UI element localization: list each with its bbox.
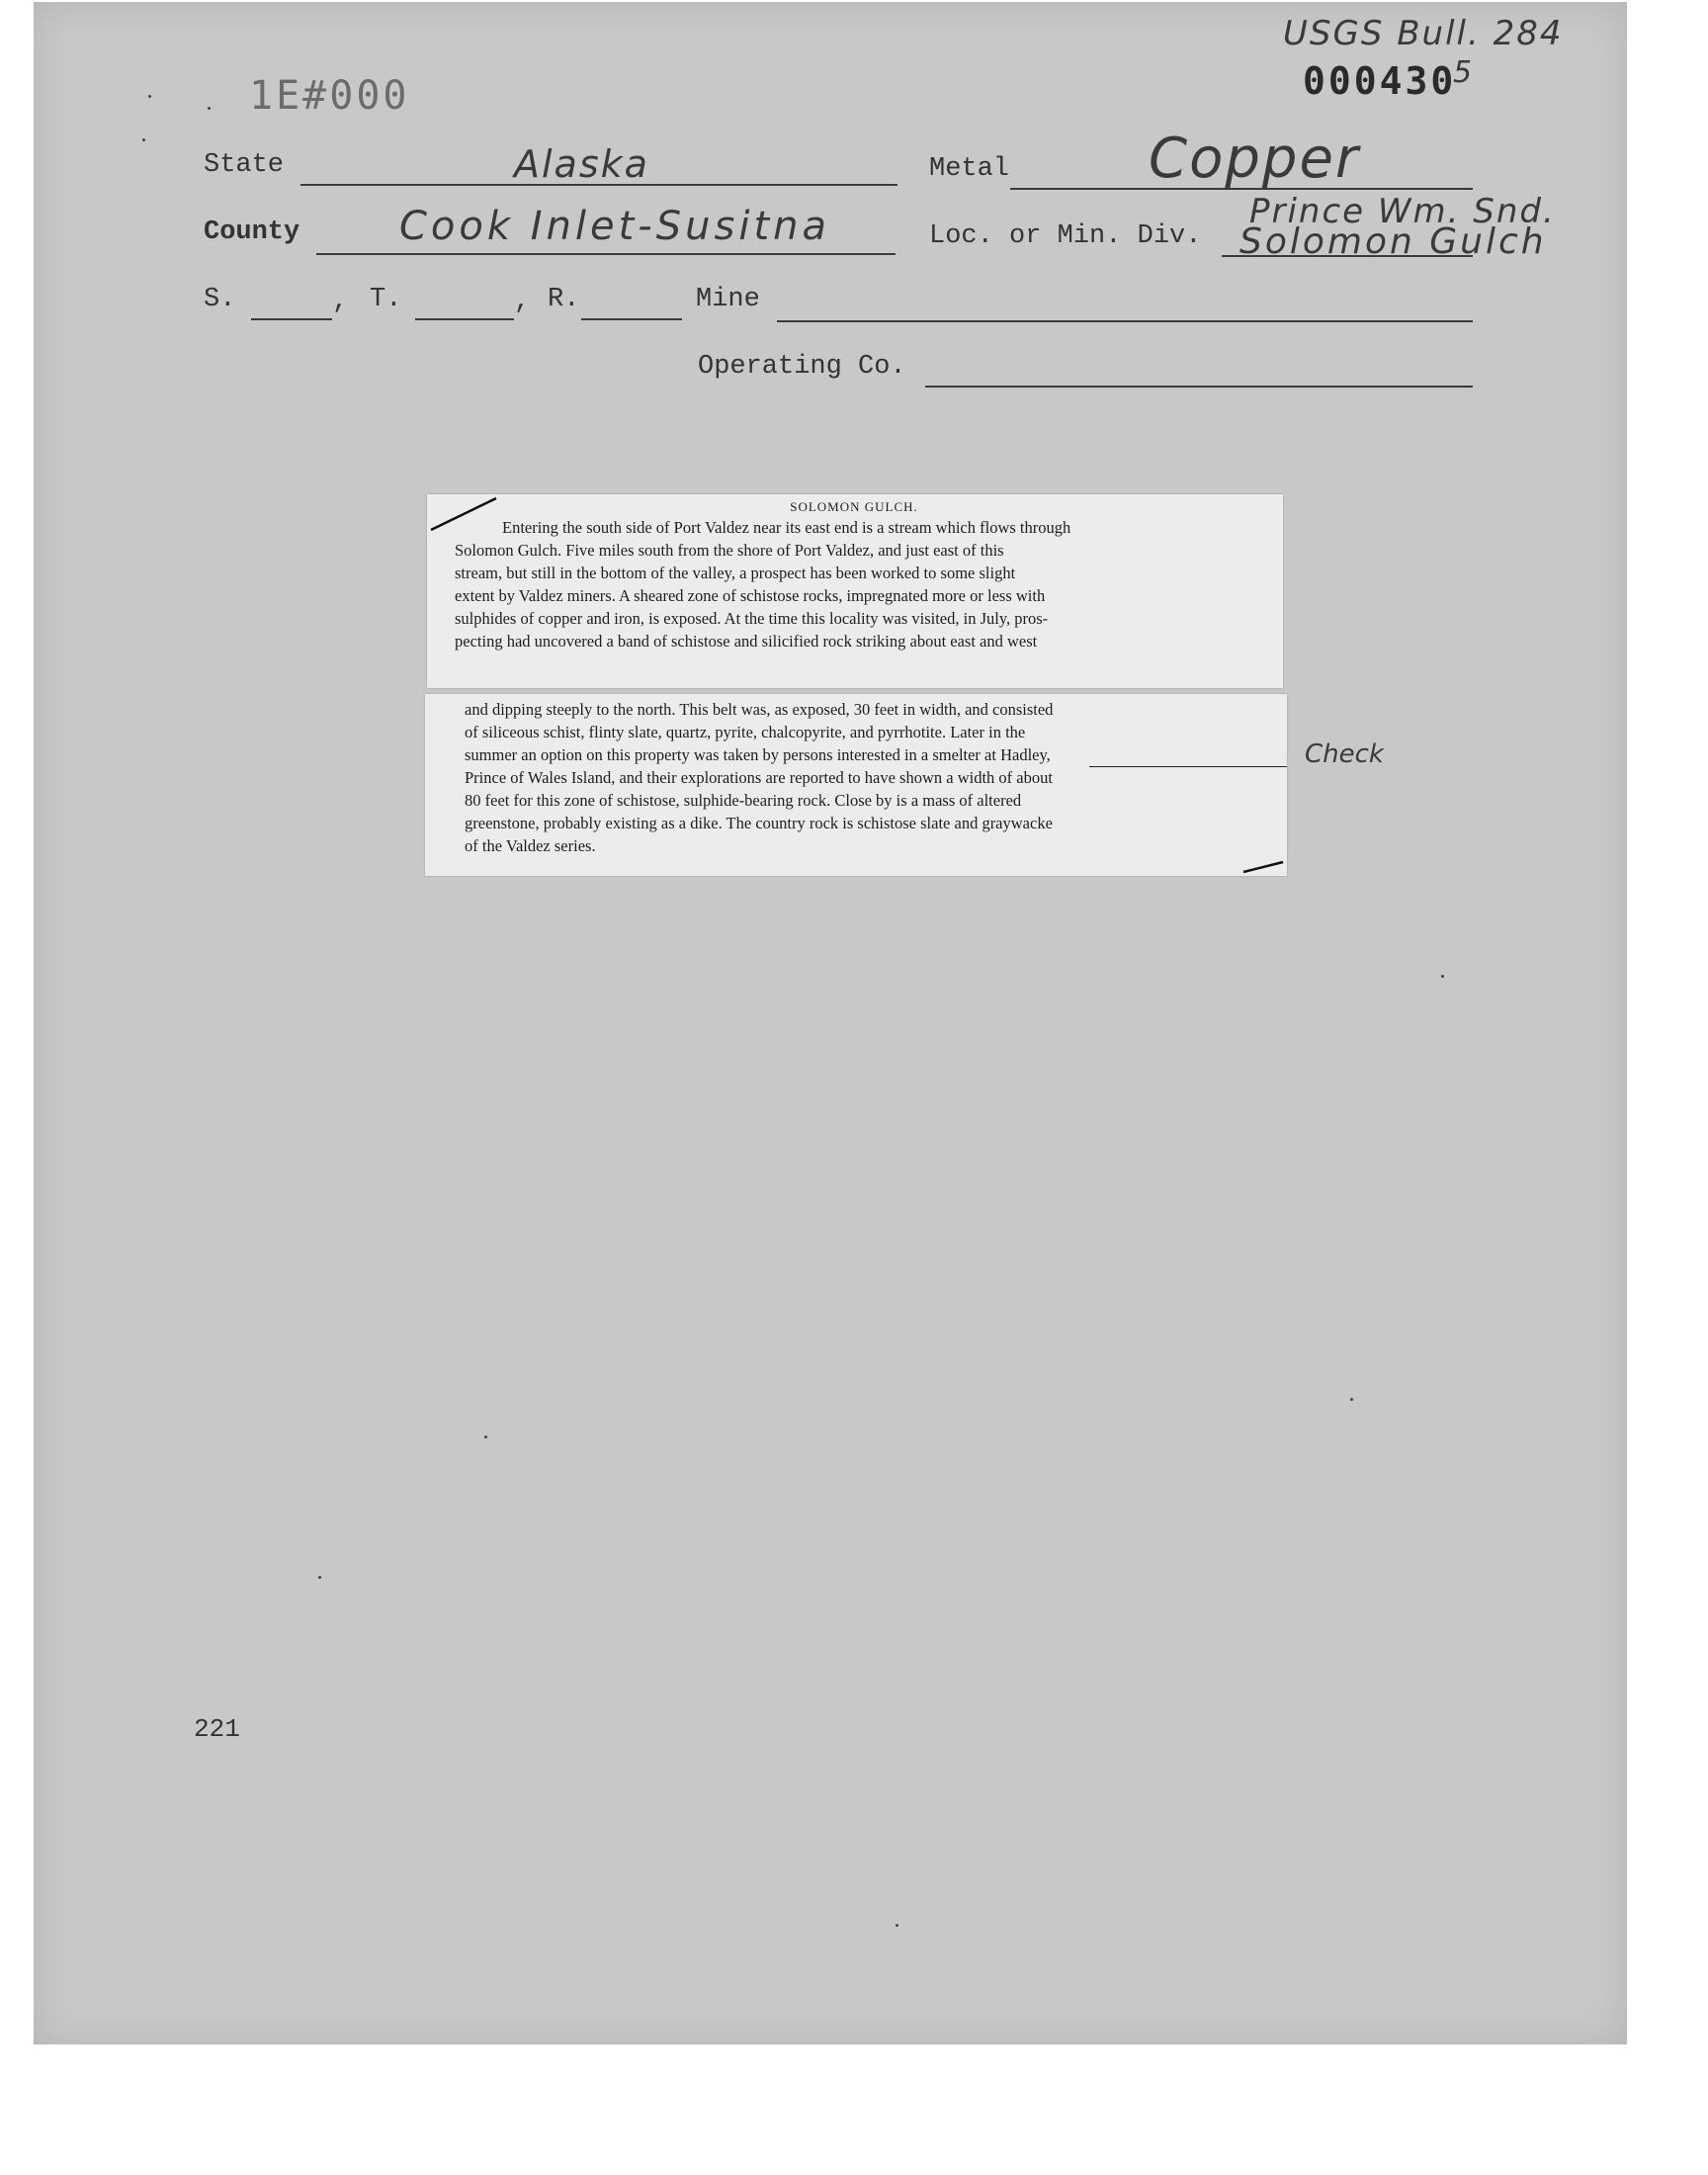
clipping-part1 [427, 494, 1283, 688]
township-label: T. [370, 285, 402, 314]
stamp-right-overwrite: 5 [1453, 55, 1473, 90]
scan-speck [484, 1436, 487, 1438]
county-label: County [204, 218, 300, 247]
mine-underline [777, 320, 1473, 322]
clipping-line: greenstone, probably existing as a dike. The country rock is schistose slate and graywacke [465, 814, 1053, 832]
township-underline [415, 318, 514, 320]
township-comma: , [514, 287, 531, 316]
metal-value: Copper [1149, 127, 1360, 191]
county-underline [316, 253, 896, 255]
clipping-line: extent by Valdez miners. A sheared zone of schistose rocks, impregnated more or less with [455, 586, 1046, 605]
loc-label: Loc. or Min. Div. [929, 221, 1202, 251]
scan-speck [208, 107, 211, 110]
scan-speck [1350, 1398, 1353, 1401]
range-label: R. [548, 285, 580, 314]
section-comma: , [332, 287, 349, 316]
clipping-line: of siliceous schist, flinty slate, quartz, pyrite, chalcopyrite, and pyrrhotite. Later in the [465, 723, 1026, 741]
section-underline [251, 318, 332, 320]
card-sheet [34, 2, 1627, 2044]
clipping-line: of the Valdez series. [465, 836, 596, 855]
clipping-line: Solomon Gulch. Five miles south from the shore of Port Valdez, and just east of this [455, 541, 1004, 560]
mine-label: Mine [696, 285, 760, 314]
clipping-line: stream, but still in the bottom of the valley, a prospect has been worked to some slight [455, 564, 1016, 582]
page-number: 221 [194, 1714, 240, 1744]
loc-value-line2: Solomon Gulch [1239, 221, 1547, 262]
loc-value-line1: Prince Wm. Snd. [1249, 192, 1556, 231]
state-label: State [204, 150, 285, 180]
metal-label: Metal [929, 154, 1010, 184]
scan-speck [1441, 975, 1444, 978]
margin-check-note: Check [1305, 740, 1384, 769]
stamp-left: 1E#000 [249, 73, 410, 119]
state-value: Alaska [514, 142, 649, 186]
clipping-title: SOLOMON GULCH. [790, 499, 918, 514]
clipping-line: 80 feet for this zone of schistose, sulphide-bearing rock. Close by is a mass of altered [465, 791, 1022, 810]
corner-mark-top-left [427, 494, 506, 534]
clipping-line: Entering the south side of Port Valdez near its east end is a stream which flows through [502, 518, 1071, 537]
operating-co-underline [925, 386, 1473, 388]
corner-mark-bottom-right [1238, 856, 1287, 876]
range-underline [581, 318, 682, 320]
source-note: USGS Bull. 284 [1283, 14, 1564, 53]
scan-speck [896, 1924, 898, 1927]
operating-co-label: Operating Co. [698, 352, 906, 382]
section-label: S. [204, 285, 236, 314]
county-value: Cook Inlet-Susitna [399, 204, 830, 249]
scan-speck [148, 95, 151, 98]
smelter-underline [1089, 766, 1287, 767]
clipping-line: sulphides of copper and iron, is exposed. At the time this locality was visited, in July, pros- [455, 609, 1049, 628]
clipping-part2 [425, 694, 1287, 876]
scan-speck [142, 138, 145, 141]
stamp-right: 000430 [1303, 59, 1457, 103]
clipping-line: and dipping steeply to the north. This belt was, as exposed, 30 feet in width, and consisted [465, 700, 1054, 719]
clipping-line: Prince of Wales Island, and their explorations are reported to have shown a width of about [465, 768, 1053, 787]
scan-speck [318, 1576, 321, 1579]
clipping-line: summer an option on this property was taken by persons interested in a smelter at Hadley, [465, 745, 1051, 764]
clipping-line: pecting had uncovered a band of schistose and silicified rock striking about east and west [455, 632, 1038, 651]
